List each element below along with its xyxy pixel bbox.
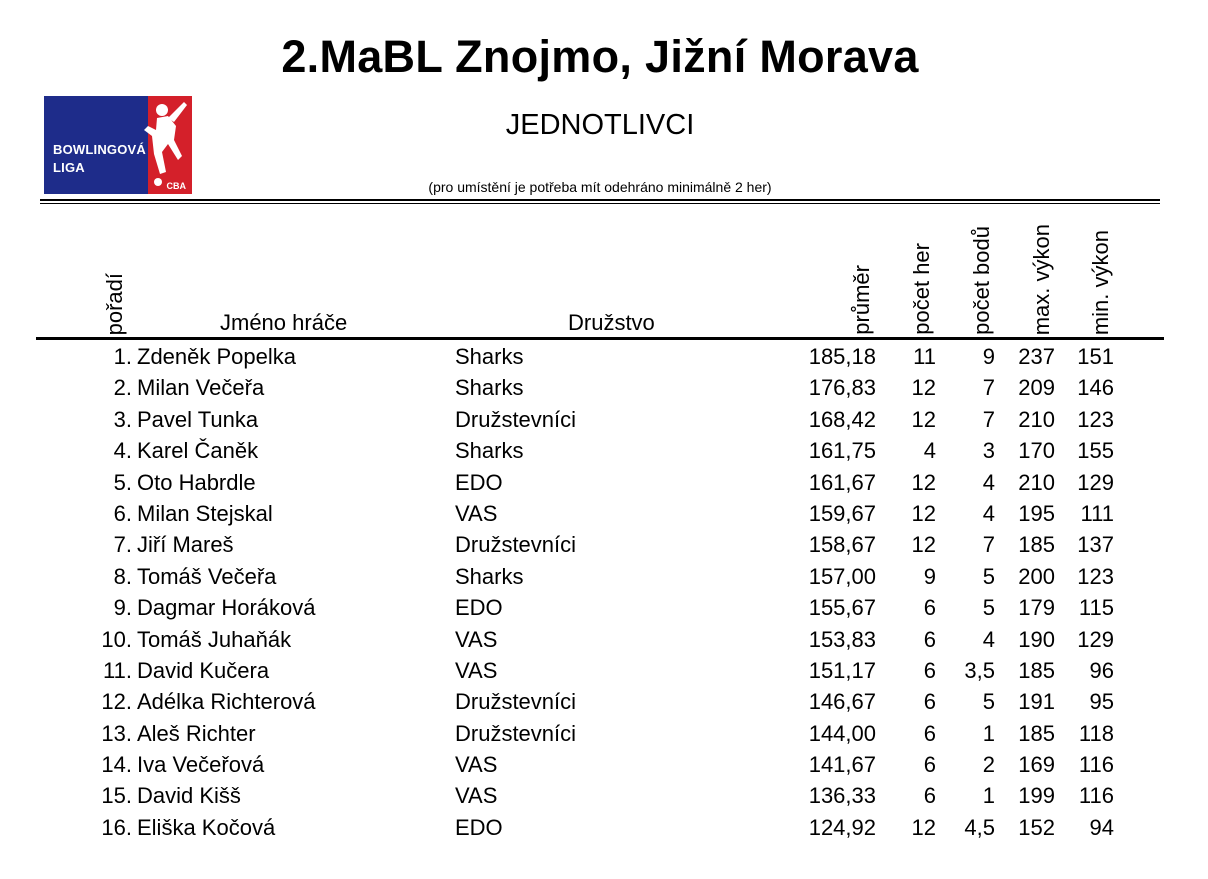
cell-player-name: Oto Habrdle <box>137 469 256 495</box>
cell-min: 111 <box>1080 500 1114 526</box>
cell-min: 151 <box>1077 344 1114 369</box>
table-row <box>0 592 1208 623</box>
cell-player-name: Pavel Tunka <box>137 406 259 432</box>
cell-games: 6 <box>923 783 936 809</box>
cell-games: 12 <box>911 814 936 840</box>
page-subtitle: JEDNOTLIVCI <box>505 109 695 141</box>
cell-rank: 16. <box>101 814 132 840</box>
cell-team: VAS <box>455 752 498 778</box>
cell-games: 12 <box>911 500 936 526</box>
cell-games: 6 <box>923 595 936 621</box>
cell-rank: 14. <box>101 752 132 778</box>
cell-points: 2 <box>982 752 995 778</box>
cell-games: 12 <box>911 375 936 401</box>
cell-player-name: Tomáš Večeřa <box>137 563 277 589</box>
cell-player-name: Zdeněk Popelka <box>137 344 296 369</box>
cell-games: 12 <box>911 406 936 432</box>
cell-games: 11 <box>913 344 936 369</box>
cell-games: 9 <box>923 563 936 589</box>
logo-text-line1: BOWLINGOVÁ <box>53 142 146 157</box>
cell-rank: 12. <box>101 689 132 715</box>
cell-rank: 15. <box>101 783 132 809</box>
cell-rank: 4. <box>113 438 132 464</box>
cell-player-name: Karel Čaněk <box>137 438 259 464</box>
cell-rank: 9. <box>113 595 132 621</box>
table-row <box>0 780 1208 811</box>
cell-average: 158,67 <box>808 532 876 558</box>
cell-games: 6 <box>923 626 936 652</box>
cell-rank: 1. <box>113 344 132 369</box>
cell-rank: 6. <box>113 500 132 526</box>
cell-points: 4 <box>982 469 995 495</box>
cell-max: 185 <box>1018 657 1055 683</box>
cell-max: 152 <box>1018 814 1055 840</box>
cell-rank: 13. <box>101 720 132 746</box>
cell-average: 159,67 <box>808 500 876 526</box>
cell-games: 6 <box>923 720 936 746</box>
cell-max: 190 <box>1018 626 1055 652</box>
cell-max: 185 <box>1018 720 1055 746</box>
column-header-average: průměr <box>849 265 874 335</box>
table-row <box>0 655 1208 686</box>
cell-max: 209 <box>1018 375 1055 401</box>
cell-points: 4 <box>982 500 995 526</box>
cell-team: Sharks <box>455 438 524 464</box>
cell-player-name: Iva Večeřová <box>137 752 265 778</box>
cell-min: 95 <box>1089 689 1114 715</box>
column-header-name: Jméno hráče <box>220 310 348 335</box>
cell-min: 123 <box>1077 406 1114 432</box>
table-row <box>0 372 1208 403</box>
cell-player-name: Jiří Mareš <box>137 532 234 558</box>
column-header-points: počet bodů <box>969 226 994 335</box>
cell-games: 6 <box>923 657 936 683</box>
table-row <box>0 435 1208 466</box>
cell-min: 96 <box>1089 657 1114 683</box>
table-row <box>0 624 1208 655</box>
cell-min: 123 <box>1077 563 1114 589</box>
page-title: 2.MaBL Znojmo, Jižní Morava <box>281 31 919 82</box>
cell-points: 7 <box>982 406 995 432</box>
cell-min: 94 <box>1089 814 1114 840</box>
cell-points: 3,5 <box>964 657 995 683</box>
cell-team: VAS <box>455 783 498 809</box>
cell-min: 137 <box>1077 532 1114 558</box>
cell-games: 12 <box>911 532 936 558</box>
cell-min: 116 <box>1078 752 1114 778</box>
cell-average: 144,00 <box>808 720 876 746</box>
cell-average: 141,67 <box>808 752 876 778</box>
cell-team: Sharks <box>455 344 524 369</box>
cell-games: 12 <box>911 469 936 495</box>
cell-max: 210 <box>1018 406 1055 432</box>
cell-average: 176,83 <box>808 375 876 401</box>
cell-player-name: Milan Večeřa <box>137 375 265 401</box>
cell-min: 146 <box>1077 375 1114 401</box>
cell-average: 124,92 <box>808 814 876 840</box>
cell-average: 185,18 <box>808 344 876 369</box>
cell-points: 4 <box>982 626 995 652</box>
cell-max: 185 <box>1018 532 1055 558</box>
cell-player-name: Eliška Kočová <box>137 814 276 840</box>
cell-rank: 3. <box>113 406 132 432</box>
cell-points: 5 <box>982 563 995 589</box>
table-row <box>0 529 1208 560</box>
header-divider-thin <box>40 203 1160 204</box>
cell-player-name: Dagmar Horáková <box>137 595 316 621</box>
cell-team: EDO <box>455 814 503 840</box>
table-row <box>0 561 1208 592</box>
cell-team: Družstevníci <box>455 720 577 746</box>
cell-max: 210 <box>1018 469 1055 495</box>
cell-team: VAS <box>455 657 498 683</box>
cell-team: Sharks <box>455 563 524 589</box>
table-row <box>0 749 1208 780</box>
logo-text-line2: LIGA <box>53 160 85 175</box>
cell-team: Družstevníci <box>455 532 577 558</box>
column-header-max: max. výkon <box>1029 223 1054 335</box>
cell-min: 116 <box>1078 783 1114 809</box>
column-header-team: Družstvo <box>568 310 655 335</box>
cell-average: 168,42 <box>808 406 876 432</box>
cell-max: 237 <box>1018 344 1055 369</box>
cell-team: Družstevníci <box>455 689 577 715</box>
cell-rank: 11. <box>103 657 132 683</box>
cell-player-name: Tomáš Juhaňák <box>137 626 292 652</box>
cell-rank: 8. <box>113 563 132 589</box>
table-row <box>0 341 1208 372</box>
cell-games: 6 <box>923 689 936 715</box>
cell-points: 7 <box>982 375 995 401</box>
cell-min: 155 <box>1077 438 1114 464</box>
cell-max: 170 <box>1018 438 1055 464</box>
cell-average: 161,67 <box>808 469 876 495</box>
cell-average: 161,75 <box>808 438 876 464</box>
cell-average: 153,83 <box>808 626 876 652</box>
cell-player-name: Aleš Richter <box>137 720 256 746</box>
cell-points: 1 <box>982 720 995 746</box>
cell-player-name: David Kišš <box>137 783 241 809</box>
cell-rank: 5. <box>113 469 132 495</box>
cell-average: 136,33 <box>808 783 876 809</box>
cell-points: 1 <box>982 783 995 809</box>
cell-max: 195 <box>1018 500 1055 526</box>
table-header-divider <box>36 337 1164 340</box>
cell-team: Družstevníci <box>455 406 577 432</box>
cell-team: EDO <box>455 469 503 495</box>
cell-max: 191 <box>1018 689 1055 715</box>
qualification-note: (pro umístění je potřeba mít odehráno minimálně 2 her) <box>428 179 772 195</box>
table-row <box>0 467 1208 498</box>
column-header-min: min. výkon <box>1088 229 1113 335</box>
cell-average: 157,00 <box>808 563 876 589</box>
cell-rank: 2. <box>113 375 132 401</box>
cell-min: 129 <box>1077 626 1114 652</box>
cell-points: 3 <box>982 438 995 464</box>
cell-max: 200 <box>1018 563 1055 589</box>
cell-points: 9 <box>982 344 995 369</box>
cell-max: 199 <box>1018 783 1055 809</box>
table-row <box>0 718 1208 749</box>
cell-max: 179 <box>1018 595 1055 621</box>
cell-max: 169 <box>1018 752 1055 778</box>
cell-player-name: Adélka Richterová <box>137 689 316 715</box>
cell-average: 155,67 <box>808 595 876 621</box>
cell-team: VAS <box>455 500 498 526</box>
cell-games: 6 <box>923 752 936 778</box>
cell-min: 115 <box>1078 595 1114 621</box>
table-row <box>0 812 1208 843</box>
column-header-games: počet her <box>909 243 934 335</box>
logo-cba-badge: CBA <box>166 181 186 191</box>
cell-team: EDO <box>455 595 503 621</box>
cell-min: 129 <box>1077 469 1114 495</box>
cell-team: VAS <box>455 626 498 652</box>
cell-points: 5 <box>982 595 995 621</box>
header-divider <box>40 199 1160 201</box>
cell-player-name: Milan Stejskal <box>137 500 273 526</box>
cell-average: 146,67 <box>808 689 876 715</box>
cell-games: 4 <box>923 438 936 464</box>
cell-average: 151,17 <box>808 657 876 683</box>
cell-min: 118 <box>1078 720 1114 746</box>
cell-rank: 7. <box>113 532 132 558</box>
cell-player-name: David Kučera <box>137 657 270 683</box>
column-header-rank: pořadí <box>102 272 127 335</box>
table-row <box>0 404 1208 435</box>
table-row <box>0 498 1208 529</box>
cell-points: 4,5 <box>964 814 995 840</box>
cell-points: 7 <box>982 532 995 558</box>
standings-table <box>0 341 1208 843</box>
cell-rank: 10. <box>101 626 132 652</box>
cell-team: Sharks <box>455 375 524 401</box>
table-row <box>0 686 1208 717</box>
cell-points: 5 <box>982 689 995 715</box>
